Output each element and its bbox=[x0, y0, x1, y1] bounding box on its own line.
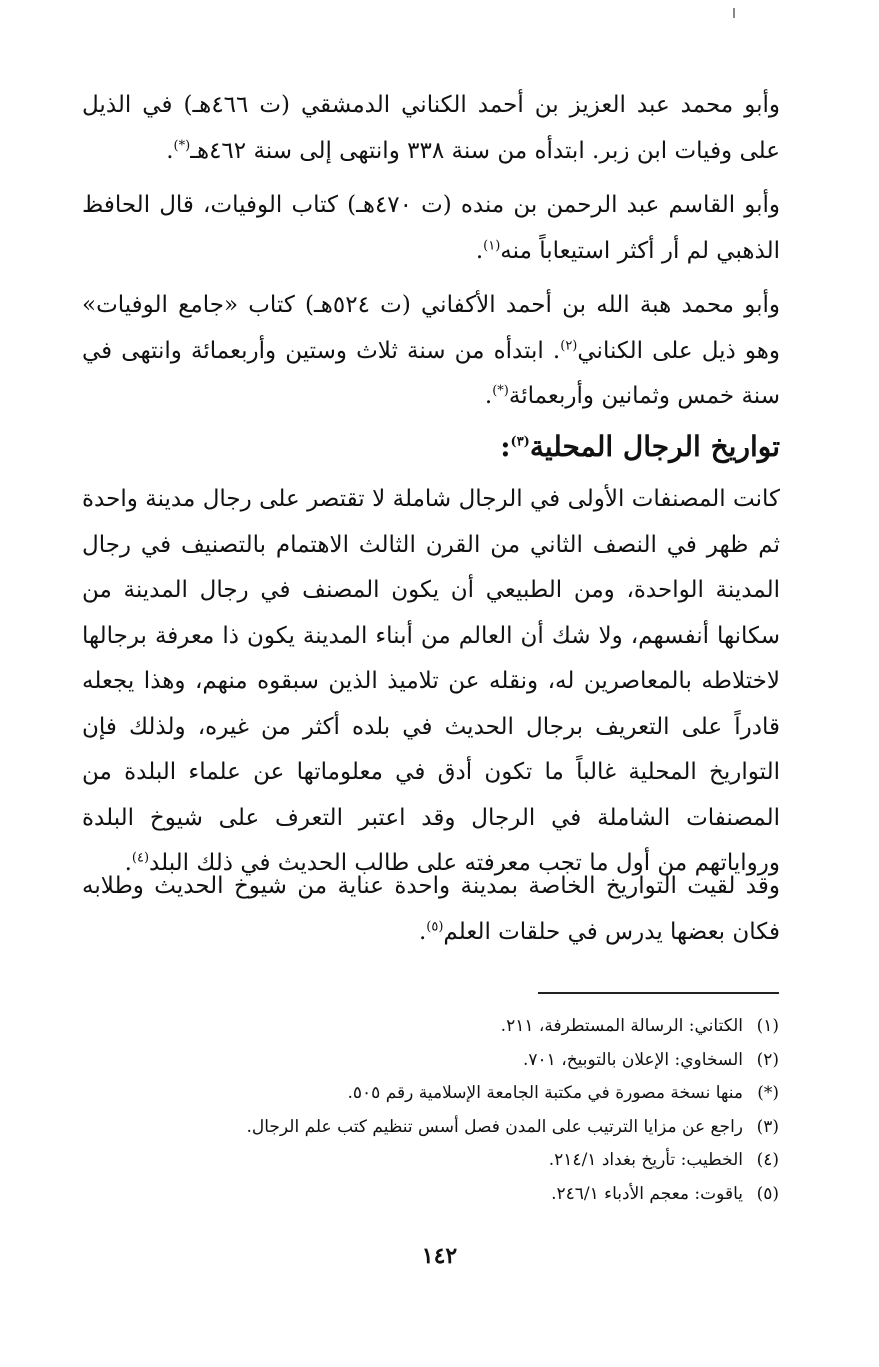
footnote-ref: (*) bbox=[173, 137, 191, 153]
paragraph-ibn-mandah bbox=[82, 183, 780, 274]
footnote-text: راجع عن مزايا الترتيب على المدن فصل أسس تنظيم كتب علم الرجال. bbox=[246, 1116, 743, 1137]
paragraph-kinani-dhayl bbox=[82, 83, 780, 174]
footnote-text: ياقوت: معجم الأدباء ٢٤٦/١. bbox=[551, 1183, 743, 1204]
heading-text: تواريخ الرجال المحلية bbox=[529, 430, 780, 463]
footnote bbox=[139, 1178, 779, 1212]
paragraph-text: وأبو القاسم عبد الرحمن بن منده (ت ٤٧٠هـ) كتاب الوفيات، قال الحافظ الذهبي لم أر أكثر استيعاباً منه bbox=[82, 192, 780, 264]
footnote-text: منها نسخة مصورة في مكتبة الجامعة الإسلامية رقم ٥٠٥. bbox=[347, 1083, 743, 1104]
scan-speck bbox=[733, 8, 735, 18]
footnote-marker: (٣) bbox=[756, 1116, 779, 1137]
paragraph-text: وأبو محمد عبد العزيز بن أحمد الكناني الدمشقي (ت ٤٦٦هـ) في الذيل على وفيات ابن زبر. ابتدأه من سنة ٣٣٨ وانتهى إلى سنة ٤٦٢هـ bbox=[82, 92, 781, 164]
footnote-text: الخطيب: تأريخ بغداد ٢١٤/١. bbox=[548, 1150, 743, 1171]
page-number: ١٤٢ bbox=[421, 1243, 458, 1269]
footnote-ref: (*) bbox=[492, 383, 509, 399]
footnote-ref: (٢) bbox=[560, 337, 578, 353]
footnote bbox=[139, 1010, 779, 1044]
paragraph-text: . ابتدأه من سنة ثلاث وستين وأربعمائة وانتهى في سنة خمس وثمانين وأربعمائة bbox=[82, 337, 780, 409]
footnote-marker: (٥) bbox=[756, 1183, 779, 1204]
footnote-separator bbox=[538, 992, 779, 994]
paragraph-text: وأبو محمد هبة الله بن أحمد الأكفاني (ت ٥٢٤هـ) كتاب «جامع الوفيات» وهو ذيل على الكناني bbox=[82, 292, 780, 364]
footnote-text: السخاوي: الإعلان بالتوبيخ، ٧٠١. bbox=[522, 1049, 743, 1070]
paragraph-tail: . bbox=[418, 918, 427, 945]
paragraph-city-histories bbox=[82, 864, 780, 955]
footnote bbox=[139, 1044, 779, 1078]
paragraph-akfani bbox=[82, 283, 780, 420]
footnote bbox=[139, 1144, 779, 1178]
footnote-marker: (٤) bbox=[756, 1150, 779, 1171]
footnote-ref: (٣) bbox=[510, 434, 530, 450]
footnote-marker: (*) bbox=[757, 1083, 779, 1104]
footnote-marker: (١) bbox=[756, 1016, 779, 1036]
paragraph-tail: . bbox=[166, 137, 174, 164]
footnote-marker: (٢) bbox=[756, 1049, 779, 1070]
heading-tail: : bbox=[500, 430, 511, 463]
section-heading bbox=[82, 427, 780, 467]
footnote-ref: (١) bbox=[483, 237, 501, 253]
paragraph-text: كانت المصنفات الأولى في الرجال شاملة لا تقتصر على رجال مدينة واحدة ثم ظهر في النصف الثاني من القرن الثالث الاهتمام بالتصنيف في رجال المدينة الواحدة، ومن الطبيعي أن يكون المصنف في رجال المدينة من سكانها أنفسهم، ولا شك أن العالم من أبناء المدينة يكون ذا معرفة برجالها لاختلاطه بالمعاصرين له، ونقله عن تلاميذ الذين سبقوه منهم، وهذا يجعله قادراً على التعريف برجال الحديث في بلده أكثر من غيره، ولذلك فإن التواريخ المحلية غالباً ما تكون أدق في معلوماتها عن علماء البلدة من المصنفات الشاملة في الرجال وقد اعتبر التعرف على شيوخ البلدة ورواياتهم من أول ما تجب معرفته على طالب الحديث في ذلك البلد bbox=[82, 486, 780, 876]
paragraph-text: وقد لقيت التواريخ الخاصة بمدينة واحدة عناية من شيوخ الحديث وطلابه فكان بعضها يدرس في حلقات العلم bbox=[82, 873, 780, 945]
footnote-ref: (٥) bbox=[426, 918, 444, 934]
footnote-ref: (٤) bbox=[131, 850, 150, 866]
paragraph-tail: . bbox=[484, 383, 493, 409]
paragraph-tail: . bbox=[124, 850, 132, 876]
paragraph-local-histories bbox=[82, 477, 780, 887]
footnote bbox=[139, 1077, 779, 1111]
footnotes-list bbox=[139, 1010, 779, 1212]
footnote-text: الكتاني: الرسالة المستطرفة، ٢١١. bbox=[500, 1016, 743, 1036]
footnote bbox=[139, 1111, 779, 1145]
paragraph-tail: . bbox=[475, 237, 484, 264]
